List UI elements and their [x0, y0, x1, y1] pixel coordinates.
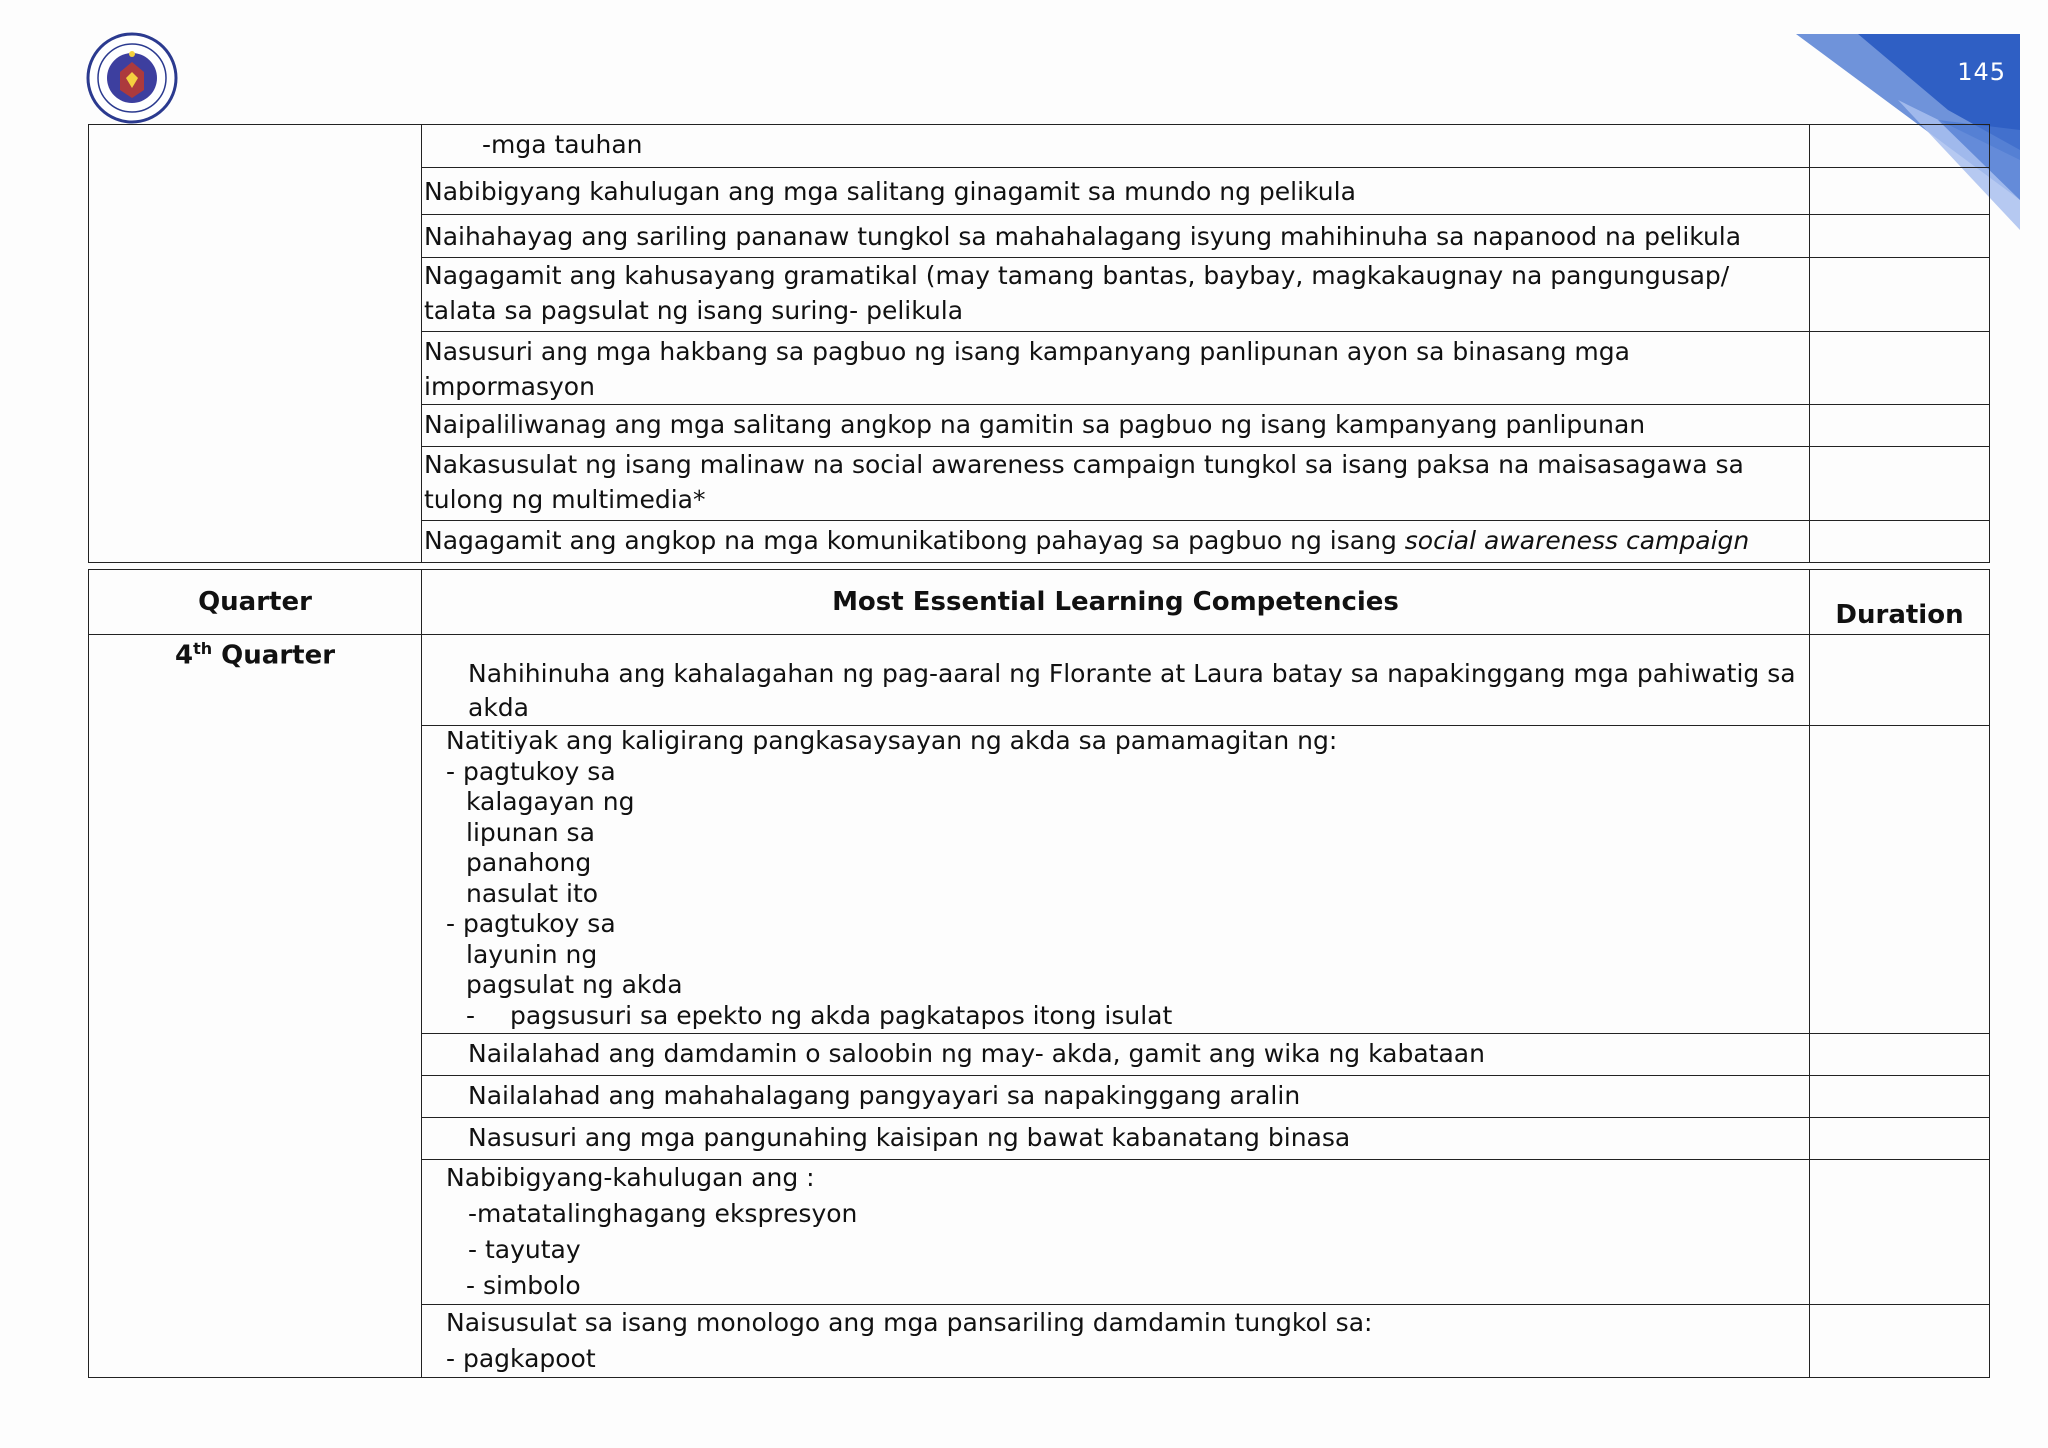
competency-text: Naipaliliwanag ang mga salitang angkop na gamitin sa pagbuo ng isang kampanyang panlipunan [424, 410, 1646, 439]
duration-cell [1810, 215, 1990, 258]
header-duration: Duration [1810, 570, 1990, 635]
competency-text: Nailalahad ang mahahalagang pangyayari sa napakinggang aralin [468, 1081, 1301, 1110]
competency-text: Natitiyak ang kaligirang pangkasaysayan ng akda sa pamamagitan ng: - pagtukoy sa kalagayan ng lipunan sa panahong nasulat ito - pagtukoy sa layunin ng pagsulat ng akda - pagsusuri sa epekto ng akda pagkatapos itong isulat [446, 726, 1338, 1030]
competency-text: Nakasusulat ng isang malinaw na social awareness campaign tungkol sa isang paksa na maisasagawa sa tulong ng multimedia* [424, 450, 1744, 514]
competency-text: Nabibigyang-kahulugan ang : -matatalinghagang ekspresyon - tayutay - simbolo [446, 1163, 858, 1300]
duration-cell [1810, 125, 1990, 168]
table-row [89, 125, 1990, 168]
competency-text: Nasusuri ang mga hakbang sa pagbuo ng isang kampanyang panlipunan ayon sa binasang mga impormasyon [424, 337, 1630, 401]
competency-text: Nagagamit ang kahusayang gramatikal (may tamang bantas, baybay, magkakaugnay na pangungusap/ talata sa pagsulat ng isang suring- pelikula [424, 261, 1730, 325]
competency-text: Nasusuri ang mga pangunahing kaisipan ng bawat kabanatang binasa [468, 1123, 1351, 1152]
quarter-label: 4th Quarter [89, 635, 422, 1378]
duration-cell [1810, 1160, 1990, 1305]
competency-text: -mga tauhan [482, 130, 643, 159]
table-row [89, 635, 1990, 726]
duration-cell [1810, 1118, 1990, 1160]
header-quarter: Quarter [89, 570, 422, 635]
competency-text: Nabibigyang kahulugan ang mga salitang ginagamit sa mundo ng pelikula [424, 177, 1356, 206]
competency-text: Naihahayag ang sariling pananaw tungkol sa mahahalagang isyung mahihinuha sa napanood na pelikula [424, 222, 1742, 251]
competency-text: Nailalahad ang damdamin o saloobin ng may- akda, gamit ang wika ng kabataan [468, 1039, 1485, 1068]
header-competencies: Most Essential Learning Competencies [422, 570, 1810, 635]
competency-text: Naisusulat sa isang monologo ang mga pansariling damdamin tungkol sa: - pagkapoot [446, 1308, 1373, 1373]
page-number: 145 [1957, 58, 2006, 86]
quarter-cell-empty [89, 125, 422, 563]
deped-seal-logo [86, 32, 178, 124]
duration-cell [1810, 635, 1990, 726]
duration-cell [1810, 332, 1990, 405]
competency-text: Nahihinuha ang kahalagahan ng pag-aaral ng Florante at Laura batay sa napakinggang mga pahiwatig sa akda [468, 659, 1796, 722]
duration-cell [1810, 258, 1990, 332]
duration-cell [1810, 447, 1990, 521]
duration-cell [1810, 1034, 1990, 1076]
duration-cell [1810, 521, 1990, 563]
deped-seal-icon [86, 32, 178, 124]
competency-table-continued [88, 124, 1990, 563]
duration-cell [1810, 405, 1990, 447]
duration-cell [1810, 726, 1990, 1034]
duration-cell [1810, 1076, 1990, 1118]
competency-table [88, 569, 1990, 1378]
duration-cell [1810, 1305, 1990, 1378]
competency-text: Nagagamit ang angkop na mga komunikatibong pahayag sa pagbuo ng isang social awareness campaign [424, 526, 1750, 555]
table-header-row [89, 570, 1990, 635]
italic-term: social awareness campaign [1404, 526, 1750, 555]
duration-cell [1810, 168, 1990, 215]
